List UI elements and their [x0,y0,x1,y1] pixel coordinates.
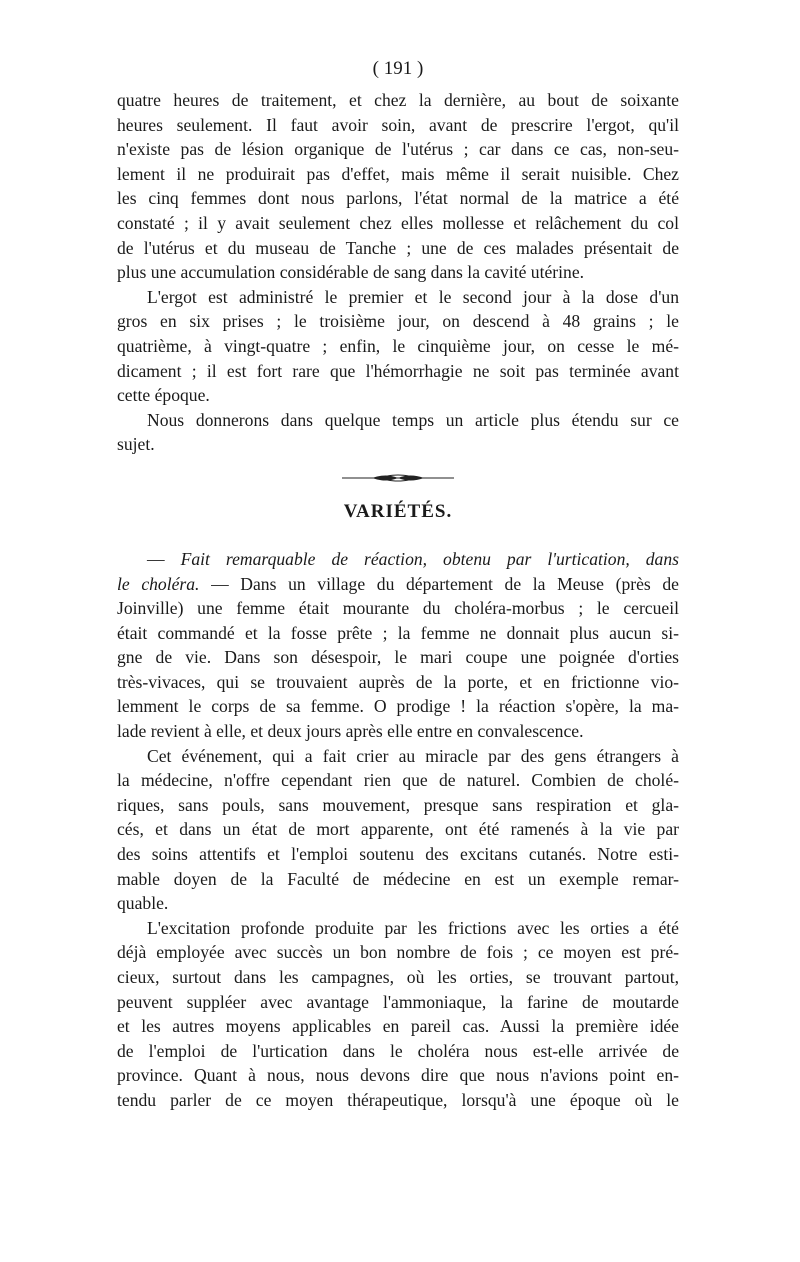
text-line: les cinq femmes dont nous parlons, l'état normal de la matrice a été [117,188,679,209]
section-title: VARIÉTÉS. [343,500,453,522]
article-title-italic: Fait remarquable de réaction, obtenu par l'urtication, dans [180,548,679,569]
paragraph-excitation [117,916,679,1113]
text-line: était commandé et la fosse prête ; la femme ne donnait plus aucun si- [117,622,679,643]
text-line: dicament ; il est fort rare que l'hémorrhagie ne soit pas terminée avant [117,360,679,381]
text-line: plus une accumulation considérable de sang dans la cavité utérine. [117,262,585,283]
text-line: heures seulement. Il faut avoir soin, avant de prescrire l'ergot, qu'il [117,114,679,135]
text-line: quatrième, à vingt-quatre ; enfin, le cinquième jour, on cesse le mé- [117,335,679,356]
text-line: Joinville) une femme était mourante du choléra-morbus ; le cercueil [117,598,679,619]
text-line: lement il ne produirait pas d'effet, mais même il serait nuisible. Chez [117,163,679,184]
paragraph-ergot-dosage [117,285,679,408]
text-line: quable. [117,893,169,914]
text-line: mable doyen de la Faculté de médecine en est un exemple remar- [117,868,679,889]
text-line: riques, sans pouls, sans mouvement, presque sans respiration et gla- [117,794,679,815]
text-line: L'ergot est administré le premier et le second jour à la dose d'un [147,286,679,307]
paragraph-event-commentary [117,744,679,916]
text-line: province. Quant à nous, nous devons dire que nous n'avions point en- [117,1065,679,1086]
text-line [117,572,679,597]
text-line: de l'emploi de l'urtication dans le choléra nous est-elle arrivée de [117,1040,679,1061]
text-line: peuvent suppléer avec avantage l'ammoniaque, la farine de moutarde [117,991,679,1012]
text-line: déjà employée avec succès un bon nombre de fois ; ce moyen est pré- [117,942,679,963]
paragraph-ergot-continued [117,88,679,285]
article-title-italic-end: le choléra. [117,573,200,594]
text-line: lade revient à elle, et deux jours après elle entre en convalescence. [117,721,584,742]
separator-ornament-icon [342,471,454,485]
lead-dash: — [147,548,181,569]
text-line: gros en six prises ; le troisième jour, on descend à 48 grains ; le [117,311,679,332]
text-line: cieux, surtout dans les campagnes, où les orties, se trouvant partout, [117,967,679,987]
book-page [117,56,679,1113]
paragraph-urtication-fact [117,547,679,744]
text-line: Nous donnerons dans quelque temps un article plus étendu sur ce [147,409,679,430]
text-line: n'existe pas de lésion organique de l'utérus ; car dans ce cas, non-seu- [117,139,679,160]
text-line: constaté ; il y avait seulement chez elles mollesse et relâchement du col [117,212,679,233]
text-line: lemment le corps de sa femme. O prodige ! la réaction s'opère, la ma- [117,696,679,717]
text-line: quatre heures de traitement, et chez la dernière, au bout de soixante [117,90,679,110]
page-number: ( 191 ) [372,58,424,79]
text-line: cette époque. [117,385,210,406]
text-line: gne de vie. Dans son désespoir, le mari coupe une poignée d'orties [117,647,679,668]
text-line: cés, et dans un état de mort apparente, ont été ramenés à la vie par [117,819,679,840]
text-fragment: — Dans un village du département de la Meuse (près de [199,573,679,594]
ornamental-separator [117,467,679,489]
text-line: très-vivaces, qui se trouvaient auprès de la porte, et en frictionne vio- [117,671,679,692]
text-line [117,547,679,572]
text-line: tendu parler de ce moyen thérapeutique, lorsqu'à une époque où le [117,1089,679,1110]
text-line: L'excitation profonde produite par les frictions avec les orties a été [147,917,679,938]
text-line: Cet événement, qui a fait crier au miracle par des gens étrangers à [147,745,679,766]
text-line: et les autres moyens applicables en pareil cas. Aussi la première idée [117,1016,679,1037]
paragraph-future-article [117,408,679,457]
text-line: la médecine, n'offre cependant rien que de naturel. Combien de cholé- [117,770,679,791]
text-line: des soins attentifs et l'emploi soutenu des excitans cutanés. Notre esti- [117,844,679,865]
text-line: de l'utérus et du museau de Tanche ; une de ces malades présentait de [117,237,679,258]
text-line: sujet. [117,434,155,455]
